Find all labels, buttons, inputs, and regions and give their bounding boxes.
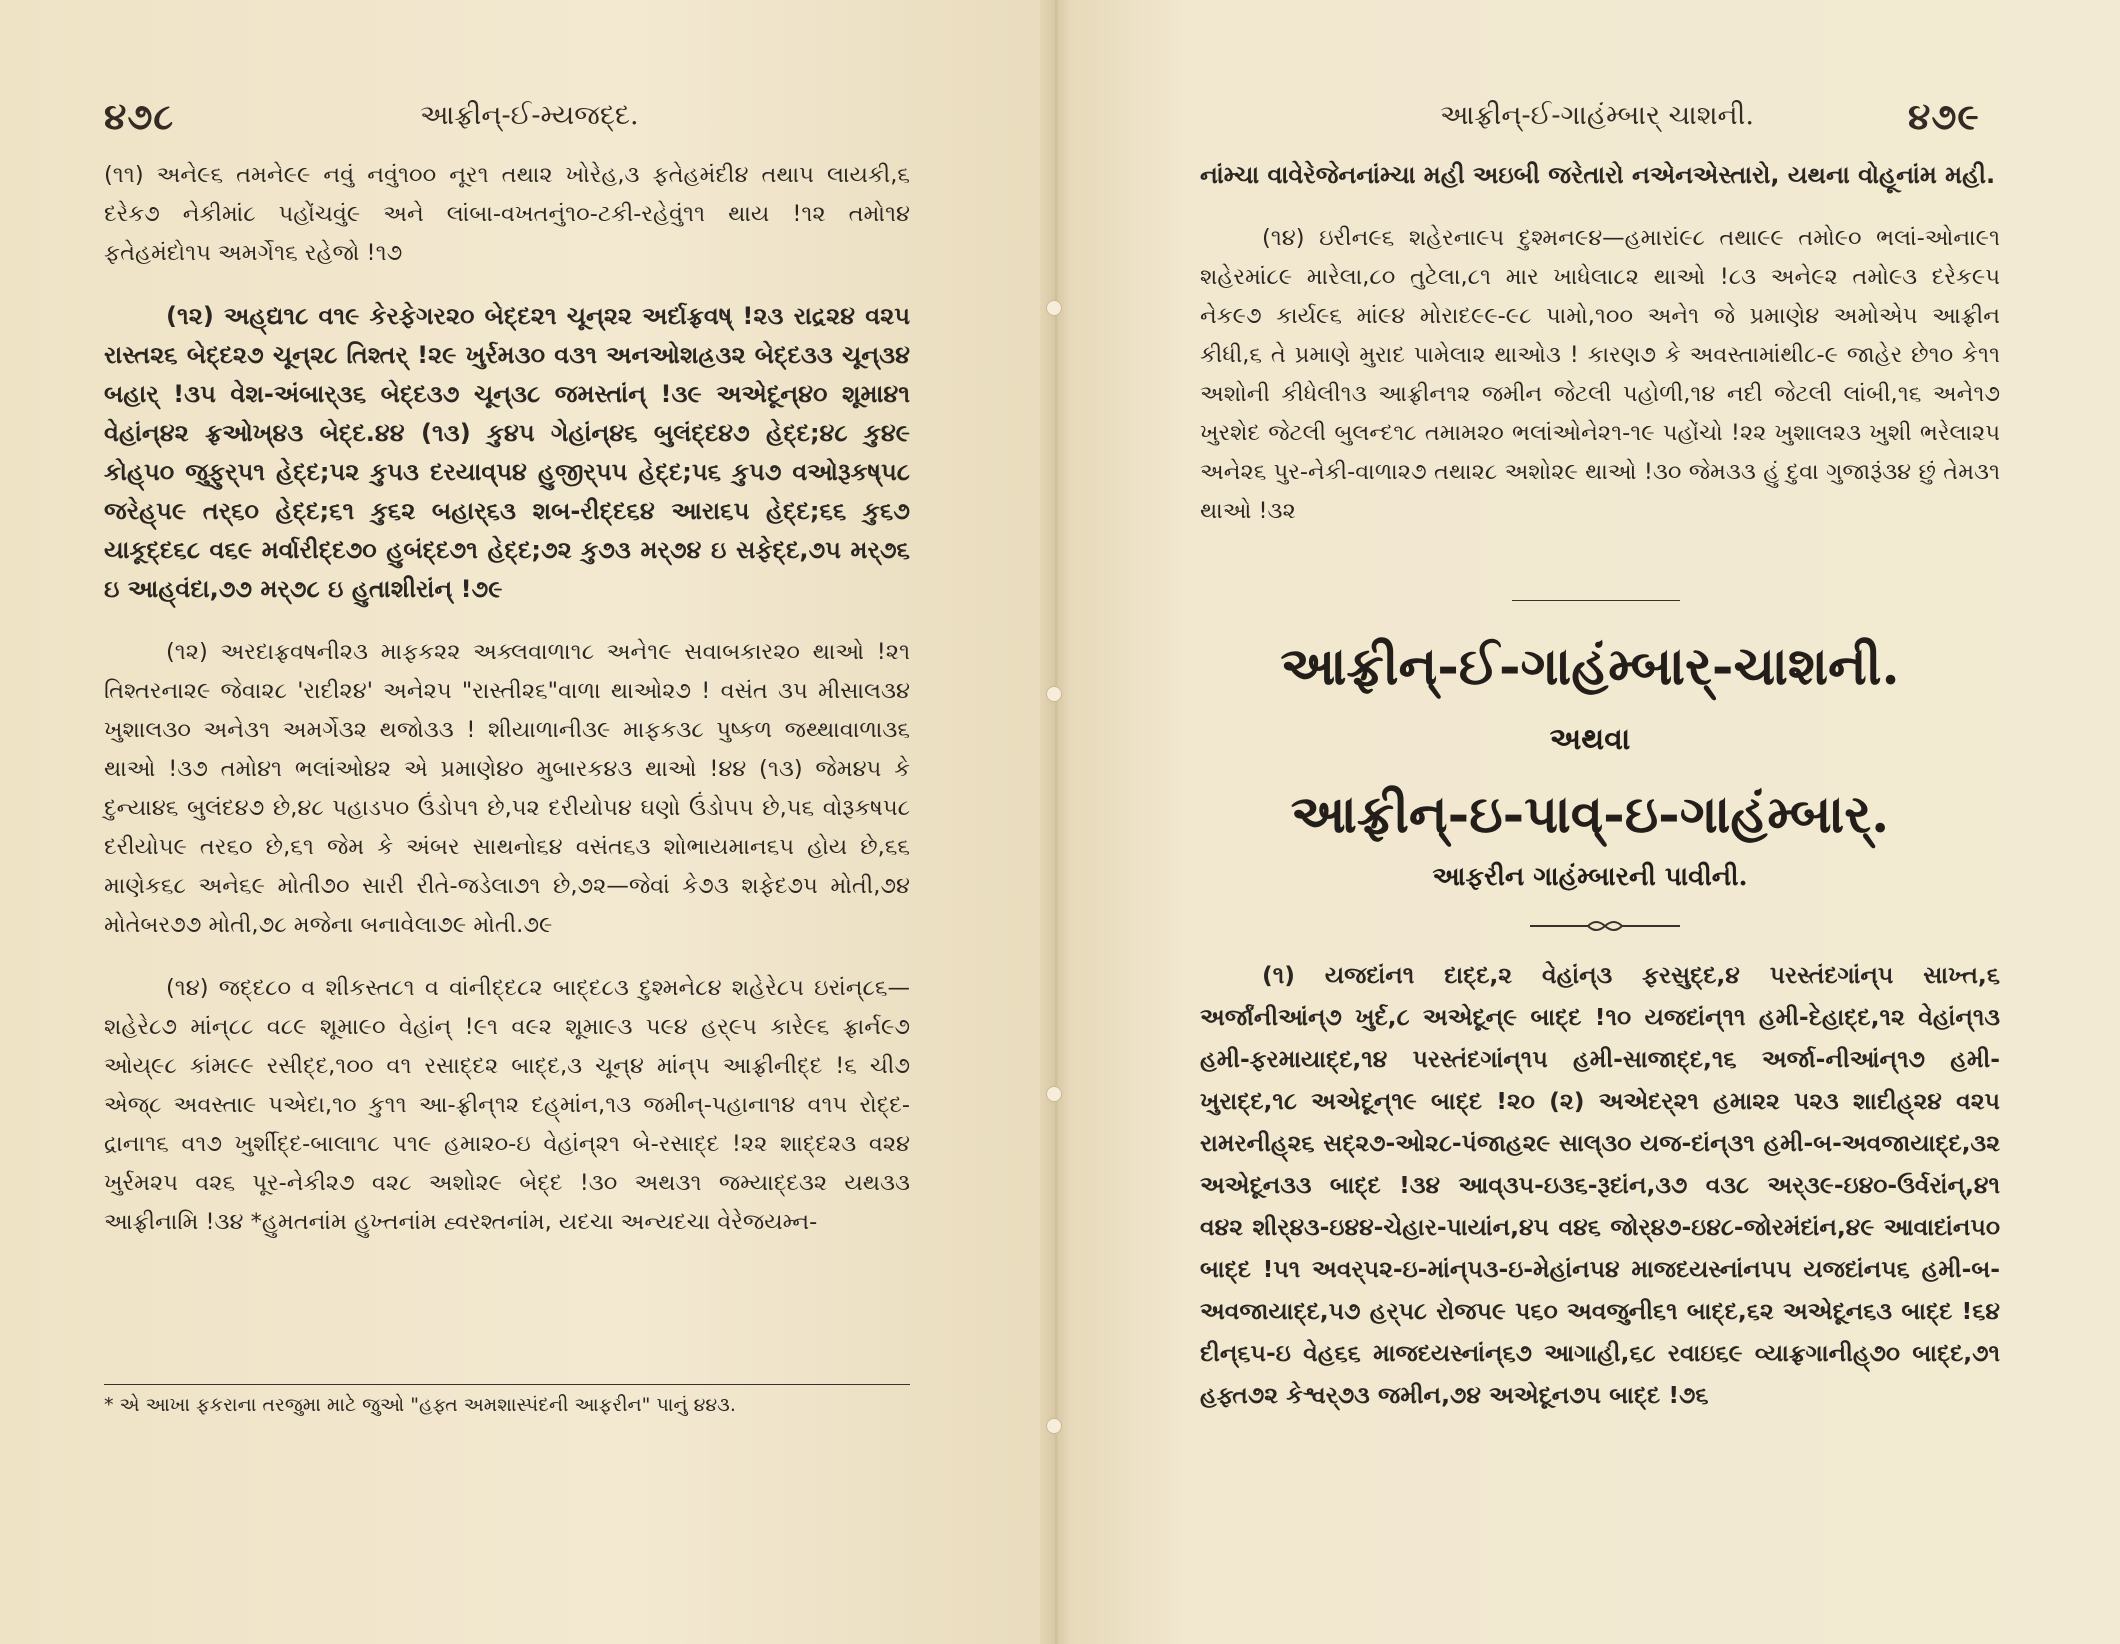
right-text-column-bottom: [1200, 954, 2000, 1440]
section-title-or: અથવા: [1549, 722, 1631, 757]
left-paragraph-11: (૧૧) અને૯૬ તમને૯૯ નવું નવું૧૦૦ નૂર૧ તથા૨ ખોરેહ,૩ ફતેહમંદી૪ તથા૫ લાયકી,૬ દરેક૭ નેકીમાં૮ પહોંચવું૯ અને લાંબા-વખતનું૧૦-ટકી-રહેવું૧૧ થાય !૧૨ તમો૧૪ ફતેહમંદો૧૫ અમર્ગે૧૬ રહેજો !૧૭: [104, 162, 910, 266]
left-paragraph-12-translation: (૧૨) અરદાફ્રવષની૨૩ માફક૨૨ અક્લવાળા૧૮ અને૧૯ સવાબકાર૨૦ થાઓ !૨૧ તિશ્તરના૨૯ જેવા૨૮ 'રાદી૨૪' અને૨૫ "રાસ્તી૨૬"વાળા થાઓ૨૭ ! વસંત ૩૫ મીસાલ૩૪ ખુશાલ૩૦ અને૩૧ અમર્ગે૩૨ થજો૩૩ ! શીયાળાની૩૯ માફક૩૮ પુષ્કળ જથ્થાવાળા૩૬ થાઓ !૩૭ તમો૪૧ ભલાંઓ૪૨ એ પ્રમાણે૪૦ મુબારક૪૩ થાઓ !૪૪ (૧૩) જેમ૪૫ કે દુન્યા૪૬ બુલંદ૪૭ છે,૪૮ પહાડ૫૦ ઉંડો૫૧ છે,૫૨ દરીયો૫૪ ઘણો ઉંડો૫૫ છે,૫૬ વોરૂકષ૫૮ દરીયો૫૯ તર૬૦ છે,૬૧ જેમ કે અંબર સાથનો૬૪ વસંત૬૩ શોભાયમાન૬૫ હોય છે,૬૬ માણેક૬૮ અને૬૯ મોતી૭૦ સારી રીતે-જડેલા૭૧ છે,૭૨—જેવાં કે૭૩ શફેદ૭૫ મોતી,૭૪ મોતેબર૭૭ મોતી,૭૮ મજેના બનાવેલા૭૯ મોતી.૭૯: [104, 639, 910, 938]
left-paragraph-14-transliteration: (૧૪) જદ્દ૮૦ વ શીકસ્ત૮૧ વ વાંનીદ્દ૮૨ બાદ્દ૮૩ દુશ્મને૮૪ શહેરે૮૫ ઇરાંન્૮૬—શહેરે૮૭ માંન્૮૮ વ૮૯ શૂમા૯૦ વેહાંન્ !૯૧ વ૯૨ શૂમા૯૩ પ૯૪ હર્૯૫ કારે૯૬ ફ્રાર્ન૯૭ ઓય્૯૮ કાંમ૯૯ રસીદ્દ,૧૦૦ વ૧ રસાદ્દ૨ બાદ્દ,૩ ચૂન્૪ માંન્૫ આફ્રીનીદ્દ !૬ ચી૭ એજ્૮ અવસ્તા૯ પએદા,૧૦ કુ૧૧ આ-ફ્રીન્૧૨ દહ્‌માંન,૧૩ જમીન્-પહાના૧૪ વ૧૫ રોદ્દ-દ્રાના૧૬ વ૧૭ ખુર્શીદ્દ-બાલા૧૮ પ૧૯ હમા૨૦-ઇ વેહાંન્૨૧ બે-રસાદ્દ !૨૨ શાદ્દ૨૩ વ૨૪ ખુર્રમ૨૫ વ૨૬ પૂર-નેકી૨૭ વ૨૮ અશો૨૯ બેદ્દ !૩૦ અથ૩૧ જમ્યાદ્દ૩૨ યથ૩૩ આફ્રીનામિ !૩૪ *હુમતનાંમ હુખ્તનાંમ હ્વરશ્તનાંમ, યદચા અન્યદચા વેરેજયમ્ન-: [104, 975, 910, 1235]
section-rule: [1512, 600, 1680, 601]
binding-stitch: [1046, 1418, 1062, 1434]
right-continuation: નાંમ્ચા વાવેરેજેનનાંમ્ચા મહી અઇબી જરેતારો નએનએસ્તારો, યથના વોહૂનાંમ મહી.: [1200, 161, 1996, 189]
left-page-number: ૪૭૮: [104, 96, 175, 138]
left-paragraph-12-transliteration: (૧૨) અહ્‌દ્ય૧૮ વ૧૯ કેરફેગર૨૦ બેદ્દ૨૧ ચૂન્૨૨ અર્દાફ્રવષ્ !૨૩ રાદ્ર૨૪ વ૨૫ રાસ્ત૨૬ બેદ્દ૨૭ ચૂન્૨૮ તિશ્તર્ !૨૯ ખુર્રમ૩૦ વ૩૧ અનઓશહ્ર૩૨ બેદ્દ૩૩ ચૂન્૩૪ બહાર્ !૩૫ વેશ-અંબાર્૩૬ બેદ્દ૩૭ ચૂન્૩૮ જમસ્તાંન્ !૩૯ અએદૂન્૪૦ શૂમા૪૧ વેહાંન્૪૨ ફ્રઓખ્૪૩ બેદ્દ.૪૪ (૧૩) કુ૪૫ ગેહાંન્૪૬ બુલંદ્દ૪૭ હેદ્દ;૪૮ કુ૪૯ કોહ્૫૦ જુફુર્૫૧ હેદ્દ;૫૨ કુ૫૩ દરયાવ્૫૪ હુજીર્૫૫ હેદ્દ;૫૬ કુ૫૭ વઓરૂકષ્૫૮ જરેહ્૫૯ તર્૬૦ હેદ્દ;૬૧ કુ૬૨ બહાર્૬૩ શબ-રીદ્દ૬૪ આરા૬૫ હેદ્દ;૬૬ કુ૬૭ યાકૂદ્દ૬૮ વ૬૯ મર્વારીદ્દ૭૦ હુબંદ્દ૭૧ હેદ્દ;૭૨ કુ૭૩ મર્૭૪ ઇ સફેદ્દ,૭૫ મર્૭૬ ઇ આહ્‌વંદા,૭૭ મર્૭૮ ઇ હુતાશીરાંન્ !૭૯: [104, 302, 910, 603]
right-paragraph-14: (૧૪) ઇરીન૯૬ શહેરના૯૫ દુશ્મન૯૪—હમારાં૯૮ તથા૯૯ તમો૯૦ ભલાં-ઓના૯૧ શહેરમાં૮૯ મારેલા,૮૦ તુટેલા,૮૧ માર ખાધેલા૮૨ થાઓ !૮૩ અને૯૨ તમો૯૩ દરેક૯૫ નેક૯૭ કાર્ય૯૬ માં૯૪ મોરાદ૯૯-૯૮ પામો,૧૦૦ અને૧ જે પ્રમાણે૪ અમોએ૫ આફ્રીન કીધી,૬ તે પ્રમાણે મુરાદ પામેલા૨ થાઓ૩ ! કારણ૭ કે અવસ્તામાંથી૮-૯ જાહેર છે૧૦ કે૧૧ અશોની કીધેલી૧૩ આફ્રીન૧૨ જમીન જેટલી પહોળી,૧૪ નદી જેટલી લાંબી,૧૬ અને૧૭ ખુરશેદ જેટલી બુલન્દ૧૮ તમામ૨૦ ભલાંઓને૨૧-૧૯ પહોંચો !૨૨ ખુશાલ૨૩ ખુશી ભરેલા૨૫ અને૨૬ પુર-નેકી-વાળા૨૭ તથા૨૮ અશો૨૯ થાઓ !૩૦ જેમ૩૩ હું દુવા ગુજારૂં૩૪ છું તેમ૩૧ થાઓ !૩૨: [1200, 225, 2000, 524]
right-text-column-top: [1200, 156, 2000, 555]
right-body-paragraph: (૧) યજદાંન૧ દાદ્દ,૨ વેહાંન્૩ ફરસુદ્દ,૪ પરસ્તંદગાંન્૫ સાખ્ત,૬ અર્જાંનીઆંન્૭ ખુર્દ,૮ અએદૂન્૯ બાદ્દ !૧૦ યજદાંન્૧૧ હમી-દેહાદ્દ,૧૨ વેહાંન્૧૩ હમી-ફરમાયાદ્દ,૧૪ પરસ્તંદગાંન્૧૫ હમી-સાજાદ્દ,૧૬ અર્જા-નીઆંન્૧૭ હમી-ખુરાદ્દ,૧૮ અએદૂન્૧૯ બાદ્દ !૨૦ (૨) અએદર્૨૧ હમા૨૨ પ૨૩ શાદીહ્૨૪ વ૨૫ રામરનીહ્૨૬ સદ્૨૭-ઓ૨૮-પંજાહ૨૯ સાલ્૩૦ યજ-દાંન્૩૧ હમી-બ-અવજાયાદ્દ,૩૨ અએદૂન૩૩ બાદ્દ !૩૪ આવ્૩૫-ઇ૩૬-રૂદાંન,૩૭ વ૩૮ અર્૩૯-ઇ૪૦-ઉર્વરાંન્,૪૧ વ૪૨ શીર્૪૩-ઇ૪૪-ચેહાર-પાયાંન,૪૫ વ૪૬ જોર્૪૭-ઇ૪૮-જોરમંદાંન,૪૯ આવાદાંન૫૦ બાદ્દ !૫૧ અવર્૫૨-ઇ-માંન્૫૩-ઇ-મેહાંન૫૪ માજદયસ્નાંન૫૫ યજદાંન૫૬ હમી-બ-અવજાયાદ્દ,૫૭ હર્૫૮ રોજ૫૯ પ૬૦ અવજુની૬૧ બાદ્દ,૬૨ અએદૂન૬૩ બાદ્દ !૬૪ દીન્૬૫-ઇ વેહ૬૬ માજદયસ્નાંન્૬૭ આગાહી,૬૮ રવાઇ૬૯ વ્યાફ્રગાનીહ્૭૦ બાદ્દ,૭૧ હફ્ત૭૨ કેશ્વર્૭૩ જમીન,૭૪ અએદૂન૭૫ બાદ્દ !૭૬: [1200, 961, 2000, 1409]
section-subtitle: આફરીન ગાહંમ્બારની પાવીની.: [1432, 862, 1748, 892]
right-running-head: આફ્રીન્-ઈ-ગાહંમ્બાર્ ચાશની.: [1440, 100, 1754, 131]
left-running-head: આફ્રીન્-ઈ-મ્યજદ્દ.: [420, 100, 639, 131]
binding-stitch: [1046, 300, 1062, 316]
footnote: * એ આખા ફકરાના તરજુમા માટે જુઓ "હફ્ત અમશાસ્પંદની આફરીન" પાનું ૪૪૩.: [104, 1394, 736, 1416]
footnote-rule: [104, 1384, 910, 1385]
binding-stitch: [1046, 1086, 1062, 1102]
section-title: આફ્રીન્-ઈ-ગાહંમ્બાર્-ચાશની.: [1280, 636, 1900, 697]
left-text-column: [104, 156, 910, 1266]
right-page-number: ૪૭૯: [1908, 96, 1980, 138]
section-alt-title: આફ્રીન્-ઇ-પાવ્-ઇ-ગાહંમ્બાર્.: [1290, 784, 1890, 845]
ornament-divider: [1530, 916, 1680, 936]
